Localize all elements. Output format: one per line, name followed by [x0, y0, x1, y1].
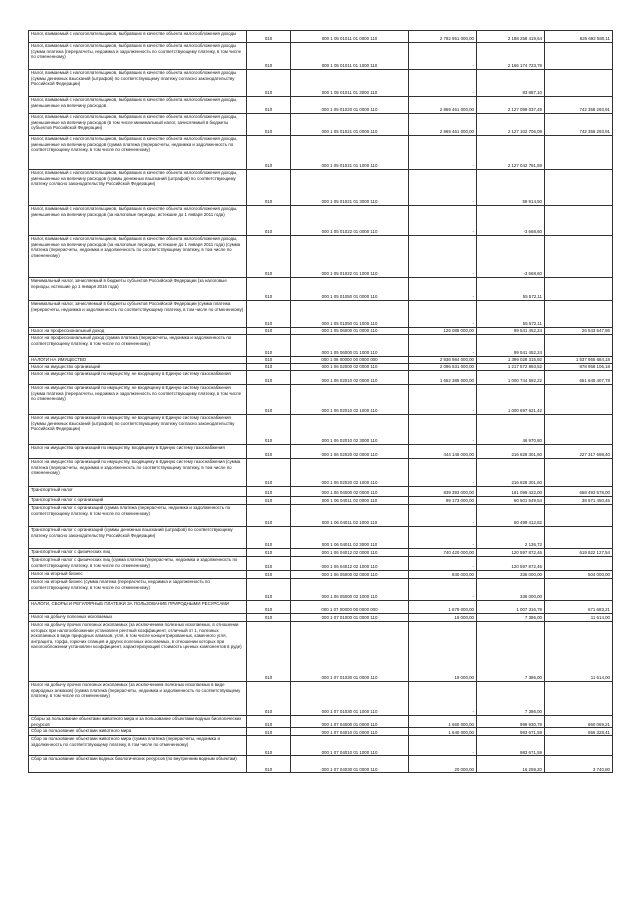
row-name-cell: Налог на имущество организаций по имуществу, не входящему в Единую систему газоснабжения [29, 371, 247, 385]
row-budget-code-cell: 000 1 06 04011 02 0000 110 [291, 497, 409, 505]
row-name-cell: Налог на игорный бизнес (сумма платежа (перерасчеты, недоимка и задолженность по соответствующему платежу, в том числе по отмененному) [29, 579, 247, 601]
row-budget-code-cell: 000 1 06 00000 00 0000 000 [291, 357, 409, 364]
row-remaining-cell: 742 358 293,91 [545, 114, 613, 136]
row-planned-cell: - [409, 136, 477, 170]
row-budget-code-cell: 000 1 06 02000 02 0000 110 [291, 364, 409, 371]
row-line-code-cell: 010 [247, 415, 291, 445]
row-name-cell: Транспортный налог с физических лиц (сумма платежа (перерасчеты, недоимка и задолженность по соответствующему платежу, в том числе по отмененному) [29, 557, 247, 571]
row-executed-cell: 60 501 549,54 [477, 497, 545, 505]
row-planned-cell: - [409, 236, 477, 278]
row-executed-cell: 216 828 301,60 [477, 459, 545, 487]
row-executed-cell: 1 007 316,79 [477, 601, 545, 614]
row-executed-cell: 1 399 028 315,92 [477, 357, 545, 364]
row-remaining-cell: 3 740,80 [545, 756, 613, 773]
row-name-cell: Налог на имущество организаций по имуществу, входящему в Единую систему газоснабжения (сумма платежа (перерасчеты, недоимка и задолженность по соответствующему платежу, в том числе по отмененному) [29, 459, 247, 487]
table-row [29, 364, 613, 371]
table-row [29, 31, 613, 43]
row-budget-code-cell: 000 1 07 04030 01 0000 110 [291, 756, 409, 773]
row-executed-cell: 7 386,00 [477, 614, 545, 622]
row-name-cell: Налог, взимаемый с налогоплательщиков, выбравших в качестве объекта налогообложения доходы, уменьшенные на величину расходов (суммы денежных взысканий (штрафов) по соответствующему платежу согласно законодательству Российской Федерации) [29, 170, 247, 206]
row-budget-code-cell: 000 1 06 02020 02 0000 110 [291, 445, 409, 459]
row-planned-cell: 1 660 000,00 [409, 716, 477, 728]
revenue-table-body [29, 31, 613, 773]
row-name-cell: Налог, взимаемый с налогоплательщиков, выбравших в качестве объекта налогообложения доходы, уменьшенные на величину расходов [29, 97, 247, 114]
row-name-cell: Налог, взимаемый с налогоплательщиков, выбравших в качестве объекта налогообложения доходы, уменьшенные на величину расходов (за налоговые периоды, истекшие до 1 января 2011 года) [29, 206, 247, 236]
row-name-cell: НАЛОГИ НА ИМУЩЕСТВО [29, 357, 247, 364]
row-name-cell: Налог на добычу полезных ископаемых [29, 614, 247, 622]
table-row [29, 445, 613, 459]
row-line-code-cell: 010 [247, 206, 291, 236]
row-budget-code-cell: 000 1 05 06000 01 1000 110 [291, 335, 409, 357]
row-executed-cell: 16 259,20 [477, 756, 545, 773]
row-line-code-cell: 010 [247, 614, 291, 622]
row-planned-cell: - [409, 527, 477, 549]
row-line-code-cell: 010 [247, 601, 291, 614]
row-line-code-cell: 010 [247, 579, 291, 601]
row-planned-cell: - [409, 579, 477, 601]
row-planned-cell: - [409, 385, 477, 415]
row-budget-code-cell: 000 1 05 01020 01 0000 110 [291, 97, 409, 114]
row-name-cell: Налог, взимаемый с налогоплательщиков, выбравших в качестве объекта налогообложения доходы (сумма платежа (перерасчеты, недоимка и задолженность по соответствующему платежу, в том числе по отмененному) [29, 43, 247, 70]
row-budget-code-cell: 000 1 06 05000 02 1000 110 [291, 579, 409, 601]
table-row [29, 278, 613, 301]
row-name-cell: Налог на имущество организаций по имуществу, не входящему в Единую систему газоснабжения (сумма платежа (перерасчеты, недоимка и задолженность по соответствующему платежу, в том числе по отмененному) [29, 385, 247, 415]
table-row [29, 357, 613, 364]
row-name-cell: Налог на имущество организаций по имуществу, входящему в Единую систему газоснабжения [29, 445, 247, 459]
row-name-cell: Сборы за пользование объектами животного мира и за пользование объектами водных биологических ресурсов [29, 716, 247, 728]
row-remaining-cell: 504 000,00 [545, 571, 613, 579]
row-executed-cell: 7 386,00 [477, 682, 545, 716]
row-remaining-cell [545, 278, 613, 301]
row-planned-cell: - [409, 557, 477, 571]
table-row [29, 206, 613, 236]
row-remaining-cell: 1 537 955 684,18 [545, 357, 613, 364]
row-budget-code-cell: 000 1 07 04010 01 0000 110 [291, 728, 409, 736]
row-executed-cell: 983 671,59 [477, 728, 545, 736]
row-line-code-cell: 010 [247, 136, 291, 170]
table-row [29, 601, 613, 614]
row-line-code-cell: 010 [247, 97, 291, 114]
table-row [29, 371, 613, 385]
row-name-cell: Налог на игорный бизнес [29, 571, 247, 579]
row-line-code-cell: 010 [247, 170, 291, 206]
table-row [29, 527, 613, 549]
table-row [29, 716, 613, 728]
table-row [29, 728, 613, 736]
row-remaining-cell: 11 614,00 [545, 622, 613, 682]
row-remaining-cell [545, 335, 613, 357]
row-planned-cell: 1 640 000,00 [409, 728, 477, 736]
row-line-code-cell: 010 [247, 385, 291, 415]
row-executed-cell: 2 166 174 723,79 [477, 43, 545, 70]
row-line-code-cell: 010 [247, 527, 291, 549]
row-budget-code-cell: 000 1 06 04011 02 1000 110 [291, 505, 409, 527]
table-row [29, 549, 613, 557]
row-name-cell: Налог на добычу прочих полезных ископаемых (за исключением полезных ископаемых, в отношении которых при налогообложении установлен рентный коэффициент, отличный от 1, полезных ископаемых в виде природных алмазов, угля, в том числе концентрированных, каменного угля, антрацита, торфа, горючих сланцев и других полезных ископаемых, в отношении которых при налогообложении установлен коэффициент, характеризующий стоимость ценных компонентов в руде) [29, 622, 247, 682]
row-name-cell: Налог на профессиональный доход [29, 328, 247, 335]
row-name-cell: Налог на имущество организаций по имуществу, не входящему в Единую систему газоснабжения (суммы денежных взысканий (штрафов) по соответствующему платежу согласно законодательству Российской Федерации) [29, 415, 247, 445]
row-planned-cell: - [409, 505, 477, 527]
row-remaining-cell: 742 358 293,91 [545, 97, 613, 114]
row-line-code-cell: 010 [247, 371, 291, 385]
row-remaining-cell: 26 543 547,86 [545, 328, 613, 335]
row-line-code-cell: 010 [247, 549, 291, 557]
row-name-cell: Транспортный налог с организаций (сумма платежа (перерасчеты, недоимка и задолженность по соответствующему платежу, в том числе по отмененному) [29, 505, 247, 527]
row-remaining-cell [545, 301, 613, 328]
table-row [29, 557, 613, 571]
row-name-cell: Сбор за пользование объектами животного мира (сумма платежа (перерасчеты, недоимка и задолженность по соответствующему платежу, в том числе по отмененному) [29, 736, 247, 756]
row-name-cell: Транспортный налог [29, 487, 247, 497]
row-planned-cell: - [409, 43, 477, 70]
row-line-code-cell: 010 [247, 487, 291, 497]
row-executed-cell: 2 136,72 [477, 527, 545, 549]
table-row [29, 415, 613, 445]
row-planned-cell: 99 173 000,00 [409, 497, 477, 505]
row-remaining-cell [545, 579, 613, 601]
table-row [29, 335, 613, 357]
row-name-cell: Налог на добычу прочих полезных ископаемых (за исключением полезных ископаемых в виде природных алмазов) (сумма платежа (перерасчеты, недоимка и задолженность по соответствующему платежу, в том числе по отмененному) [29, 682, 247, 716]
row-executed-cell: -3 668,60 [477, 236, 545, 278]
row-line-code-cell: 010 [247, 70, 291, 97]
row-planned-cell: - [409, 736, 477, 756]
row-executed-cell: 46 970,80 [477, 415, 545, 445]
row-remaining-cell: 227 317 698,40 [545, 445, 613, 459]
row-remaining-cell: 651 640 407,78 [545, 371, 613, 385]
row-planned-cell: - [409, 459, 477, 487]
row-line-code-cell: 010 [247, 364, 291, 371]
row-line-code-cell: 010 [247, 622, 291, 682]
row-budget-code-cell: 000 1 07 00000 00 0000 000 [291, 601, 409, 614]
row-budget-code-cell: 000 1 05 01050 01 1000 110 [291, 301, 409, 328]
row-planned-cell: 20 000,00 [409, 756, 477, 773]
row-budget-code-cell: 000 1 05 01050 01 0000 110 [291, 278, 409, 301]
table-row [29, 459, 613, 487]
row-name-cell: Транспортный налог с организаций [29, 497, 247, 505]
table-row [29, 97, 613, 114]
row-remaining-cell [545, 527, 613, 549]
row-executed-cell: 59 914,50 [477, 170, 545, 206]
row-budget-code-cell: 000 1 06 04012 02 0000 110 [291, 549, 409, 557]
row-remaining-cell [545, 206, 613, 236]
row-executed-cell: 999 930,79 [477, 716, 545, 728]
row-planned-cell: 2 792 951 000,00 [409, 31, 477, 43]
row-budget-code-cell: 000 1 07 04000 01 0000 110 [291, 716, 409, 728]
table-row [29, 385, 613, 415]
table-row [29, 328, 613, 335]
row-budget-code-cell: 000 1 06 02010 02 3000 110 [291, 415, 409, 445]
table-row [29, 114, 613, 136]
row-planned-cell: 2 869 461 000,00 [409, 114, 477, 136]
row-line-code-cell: 010 [247, 31, 291, 43]
row-remaining-cell: 11 614,00 [545, 614, 613, 622]
row-budget-code-cell: 000 1 06 02020 02 1000 110 [291, 459, 409, 487]
row-remaining-cell [545, 415, 613, 445]
row-budget-code-cell: 000 1 05 01022 01 0000 110 [291, 206, 409, 236]
row-name-cell: Транспортный налог с организаций (суммы денежных взысканий (штрафов) по соответствующему платежу согласно законодательству Российской Федерации) [29, 527, 247, 549]
row-remaining-cell: 878 958 106,18 [545, 364, 613, 371]
row-name-cell: Налог, взимаемый с налогоплательщиков, выбравших в качестве объекта налогообложения доходы, уменьшенные на величину расходов (в том числе минимальный налог, зачисляемый в бюджеты субъектов Российской Федерации) [29, 114, 247, 136]
row-remaining-cell [545, 505, 613, 527]
row-executed-cell: 336 000,00 [477, 571, 545, 579]
row-executed-cell: 99 541 452,24 [477, 335, 545, 357]
row-budget-code-cell: 000 1 06 04012 02 1000 110 [291, 557, 409, 571]
row-remaining-cell [545, 43, 613, 70]
row-remaining-cell: 38 671 450,46 [545, 497, 613, 505]
row-planned-cell: 840 000,00 [409, 571, 477, 579]
row-planned-cell: - [409, 278, 477, 301]
row-planned-cell: 2 869 461 000,00 [409, 97, 477, 114]
row-planned-cell: - [409, 415, 477, 445]
row-name-cell: Сбор за пользование объектами водных биологических ресурсов (по внутренним водным объектам) [29, 756, 247, 773]
row-planned-cell: 2 096 531 000,00 [409, 364, 477, 371]
row-remaining-cell [545, 682, 613, 716]
row-executed-cell: 7 386,00 [477, 622, 545, 682]
row-planned-cell: - [409, 70, 477, 97]
row-line-code-cell: 010 [247, 682, 291, 716]
row-name-cell: Транспортный налог с физических лиц [29, 549, 247, 557]
table-row [29, 614, 613, 622]
row-planned-cell: - [409, 170, 477, 206]
row-line-code-cell: 010 [247, 335, 291, 357]
row-budget-code-cell: 000 1 06 04011 02 3000 110 [291, 527, 409, 549]
row-budget-code-cell: 000 1 05 01021 01 1000 110 [291, 136, 409, 170]
row-line-code-cell: 010 [247, 497, 291, 505]
row-budget-code-cell: 000 1 06 02010 02 0000 110 [291, 371, 409, 385]
row-budget-code-cell: 000 1 05 01021 01 3000 110 [291, 170, 409, 206]
row-planned-cell: 740 420 000,00 [409, 549, 477, 557]
table-row [29, 43, 613, 70]
row-budget-code-cell: 000 1 06 05000 02 0000 110 [291, 571, 409, 579]
row-executed-cell: 2 127 099 037,49 [477, 97, 545, 114]
row-line-code-cell: 010 [247, 459, 291, 487]
row-remaining-cell [545, 459, 613, 487]
row-executed-cell: -3 668,60 [477, 206, 545, 236]
row-planned-cell: - [409, 335, 477, 357]
row-name-cell: Налог на профессиональный доход (сумма платежа (перерасчеты, недоимка и задолженность по соответствующему платежу, в том числе по отмененному) [29, 335, 247, 357]
row-remaining-cell: 660 069,21 [545, 716, 613, 728]
table-row [29, 505, 613, 527]
row-planned-cell: 2 936 984 000,00 [409, 357, 477, 364]
row-line-code-cell: 010 [247, 114, 291, 136]
row-planned-cell: 19 000,00 [409, 622, 477, 682]
row-name-cell: Налог, взимаемый с налогоплательщиков, выбравших в качестве объекта налогообложения доходы [29, 31, 247, 43]
row-budget-code-cell: 000 1 05 01022 01 1000 110 [291, 236, 409, 278]
table-row [29, 301, 613, 328]
row-executed-cell: 336 000,00 [477, 579, 545, 601]
row-planned-cell: 1 679 000,00 [409, 601, 477, 614]
row-executed-cell: 181 099 422,00 [477, 487, 545, 497]
row-line-code-cell: 010 [247, 445, 291, 459]
row-budget-code-cell: 000 1 07 01000 01 0000 110 [291, 614, 409, 622]
row-line-code-cell: 010 [247, 301, 291, 328]
row-executed-cell: 1 217 572 893,52 [477, 364, 545, 371]
row-line-code-cell: 010 [247, 43, 291, 70]
row-name-cell: Налог, взимаемый с налогоплательщиков, выбравших в качестве объекта налогообложения доходы, уменьшенные на величину расходов (за налоговые периоды, истекшие до 1 января 2011 года) (сумма платежа (перерасчеты, недоимка и задолженность по соответствующему платежу, в том числе по отмененному) [29, 236, 247, 278]
table-row [29, 756, 613, 773]
row-planned-cell: 839 393 000,00 [409, 487, 477, 497]
table-row [29, 736, 613, 756]
row-remaining-cell [545, 70, 613, 97]
row-executed-cell: 55 572,11 [477, 301, 545, 328]
row-executed-cell: 120 597 872,46 [477, 557, 545, 571]
row-line-code-cell: 010 [247, 328, 291, 335]
row-name-cell: НАЛОГИ, СБОРЫ И РЕГУЛЯРНЫЕ ПЛАТЕЖИ ЗА ПОЛЬЗОВАНИЕ ПРИРОДНЫМИ РЕСУРСАМИ [29, 601, 247, 614]
table-row [29, 136, 613, 170]
row-budget-code-cell: 000 1 07 01030 01 0000 110 [291, 622, 409, 682]
row-budget-code-cell: 000 1 05 01021 01 0000 110 [291, 114, 409, 136]
table-row [29, 487, 613, 497]
row-name-cell: Налог, взимаемый с налогоплательщиков, выбравших в качестве объекта налогообложения доходы (суммы денежных взысканий (штрафов) по соответствующему платежу согласно законодательству Российской Федерации) [29, 70, 247, 97]
row-line-code-cell: 010 [247, 716, 291, 728]
table-row [29, 70, 613, 97]
row-remaining-cell [545, 736, 613, 756]
table-row [29, 622, 613, 682]
row-budget-code-cell: 000 1 05 06000 01 0000 110 [291, 328, 409, 335]
row-line-code-cell: 010 [247, 571, 291, 579]
row-planned-cell: - [409, 682, 477, 716]
row-budget-code-cell: 000 1 05 01011 01 3000 110 [291, 70, 409, 97]
row-executed-cell: 99 541 452,24 [477, 328, 545, 335]
row-executed-cell: 83 887,10 [477, 70, 545, 97]
row-line-code-cell: 010 [247, 357, 291, 364]
row-name-cell: Налог на имущество организаций [29, 364, 247, 371]
row-budget-code-cell: 000 1 05 01011 01 0000 110 [291, 31, 409, 43]
table-row [29, 579, 613, 601]
row-planned-cell: 126 085 000,00 [409, 328, 477, 335]
row-name-cell: Сбор за пользование объектами животного мира [29, 728, 247, 736]
row-remaining-cell: 619 822 127,54 [545, 549, 613, 557]
row-executed-cell: 983 671,59 [477, 736, 545, 756]
row-remaining-cell: 671 683,21 [545, 601, 613, 614]
row-executed-cell: 55 572,11 [477, 278, 545, 301]
row-executed-cell: 2 127 042 791,59 [477, 136, 545, 170]
row-remaining-cell [545, 385, 613, 415]
row-line-code-cell: 010 [247, 728, 291, 736]
row-executed-cell: 1 000 744 592,22 [477, 371, 545, 385]
row-remaining-cell [545, 236, 613, 278]
row-planned-cell: - [409, 301, 477, 328]
budget-report-sheet [28, 30, 612, 773]
row-executed-cell: 216 828 301,60 [477, 445, 545, 459]
row-name-cell: Минимальный налог, зачисляемый в бюджеты субъектов Российской Федерации (за налоговые периоды, истекшие до 1 января 2016 года) [29, 278, 247, 301]
row-budget-code-cell: 000 1 06 02010 02 1000 110 [291, 385, 409, 415]
row-executed-cell: 60 499 412,82 [477, 505, 545, 527]
row-line-code-cell: 010 [247, 756, 291, 773]
row-line-code-cell: 010 [247, 505, 291, 527]
revenue-table [28, 30, 613, 773]
row-line-code-cell: 010 [247, 736, 291, 756]
row-name-cell: Минимальный налог, зачисляемый в бюджеты субъектов Российской Федерации (сумма платежа (перерасчеты, недоимка и задолженность по соответствующему платежу, в том числе по отмененному) [29, 301, 247, 328]
row-budget-code-cell: 000 1 05 01011 01 1000 110 [291, 43, 409, 70]
row-line-code-cell: 010 [247, 236, 291, 278]
row-line-code-cell: 010 [247, 278, 291, 301]
row-executed-cell: 1 000 697 621,42 [477, 385, 545, 415]
table-row [29, 170, 613, 206]
row-remaining-cell: 656 328,41 [545, 728, 613, 736]
table-row [29, 571, 613, 579]
row-executed-cell: 2 127 102 706,09 [477, 114, 545, 136]
row-planned-cell: - [409, 206, 477, 236]
row-remaining-cell: 658 493 578,00 [545, 487, 613, 497]
row-remaining-cell [545, 170, 613, 206]
row-executed-cell: 2 188 258 419,64 [477, 31, 545, 43]
row-planned-cell: 1 652 385 000,00 [409, 371, 477, 385]
row-budget-code-cell: 000 1 07 04010 01 1000 110 [291, 736, 409, 756]
row-name-cell: Налог, взимаемый с налогоплательщиков, выбравших в качестве объекта налогообложения доходы, уменьшенные на величину расходов (сумма платежа (перерасчеты, недоимка и задолженность по соответствующему платежу, в том числе по отмененному) [29, 136, 247, 170]
table-row [29, 682, 613, 716]
row-remaining-cell [545, 136, 613, 170]
row-line-code-cell: 010 [247, 557, 291, 571]
row-remaining-cell: 826 692 580,11 [545, 31, 613, 43]
row-remaining-cell [545, 557, 613, 571]
row-executed-cell: 120 597 872,46 [477, 549, 545, 557]
row-planned-cell: 19 000,00 [409, 614, 477, 622]
row-planned-cell: 444 146 000,00 [409, 445, 477, 459]
table-row [29, 236, 613, 278]
table-row [29, 497, 613, 505]
row-budget-code-cell: 000 1 06 04000 02 0000 110 [291, 487, 409, 497]
row-budget-code-cell: 000 1 07 01030 01 1000 110 [291, 682, 409, 716]
